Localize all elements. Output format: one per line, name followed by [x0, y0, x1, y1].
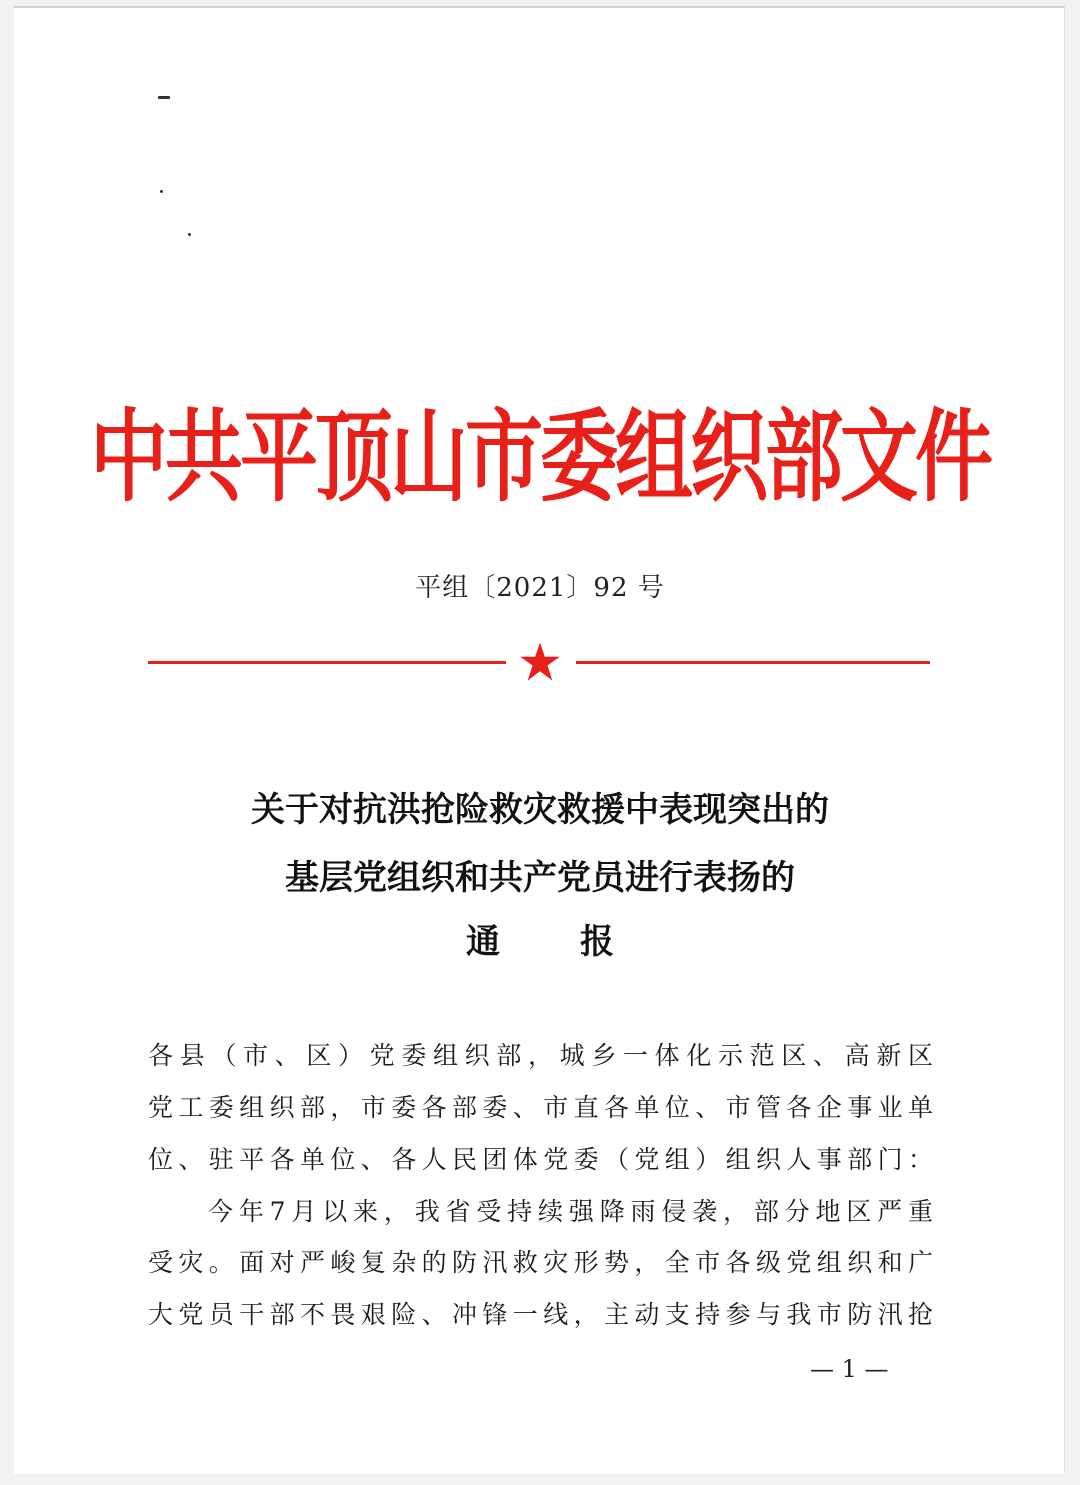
body-paragraph-line-2: 受灾。面对严峻复杂的防汛救灾形势，全市各级党组织和广 — [148, 1248, 933, 1277]
notice-title-line-1: 关于对抗洪抢险救灾救援中表现突出的 — [251, 790, 829, 830]
scan-speck — [158, 96, 170, 99]
notice-title-line-2: 基层党组织和共产党员进行表扬的 — [285, 858, 795, 898]
body-paragraph-line-3: 大党员干部不畏艰险、冲锋一线，主动支持参与我市防汛抢 — [148, 1300, 933, 1329]
addressee-line-3: 位、驻平各单位、各人民团体党委（党组）组织人事部门： — [148, 1145, 933, 1174]
scan-speck — [160, 190, 163, 193]
notice-title-line-3: 通报 — [466, 922, 694, 962]
addressee-line-2: 党工委组织部，市委各部委、市直各单位、市管各企事业单 — [148, 1093, 933, 1122]
page-number: — 1 — — [810, 1355, 889, 1383]
body-paragraph-line-1: 今年7月以来，我省受持续强降雨侵袭，部分地区严重 — [208, 1197, 933, 1226]
star-icon — [518, 640, 562, 684]
addressee-line-1: 各县（市、区）党委组织部，城乡一体化示范区、高新区 — [148, 1041, 933, 1070]
scan-speck — [188, 233, 191, 236]
issuer-heading: 中共平顶山市委组织部文件 — [89, 400, 990, 516]
document-number: 平组〔2021〕92 号 — [415, 573, 665, 603]
star-icon-shape — [520, 643, 560, 681]
red-divider-left — [148, 661, 506, 664]
red-divider-right — [576, 661, 930, 664]
